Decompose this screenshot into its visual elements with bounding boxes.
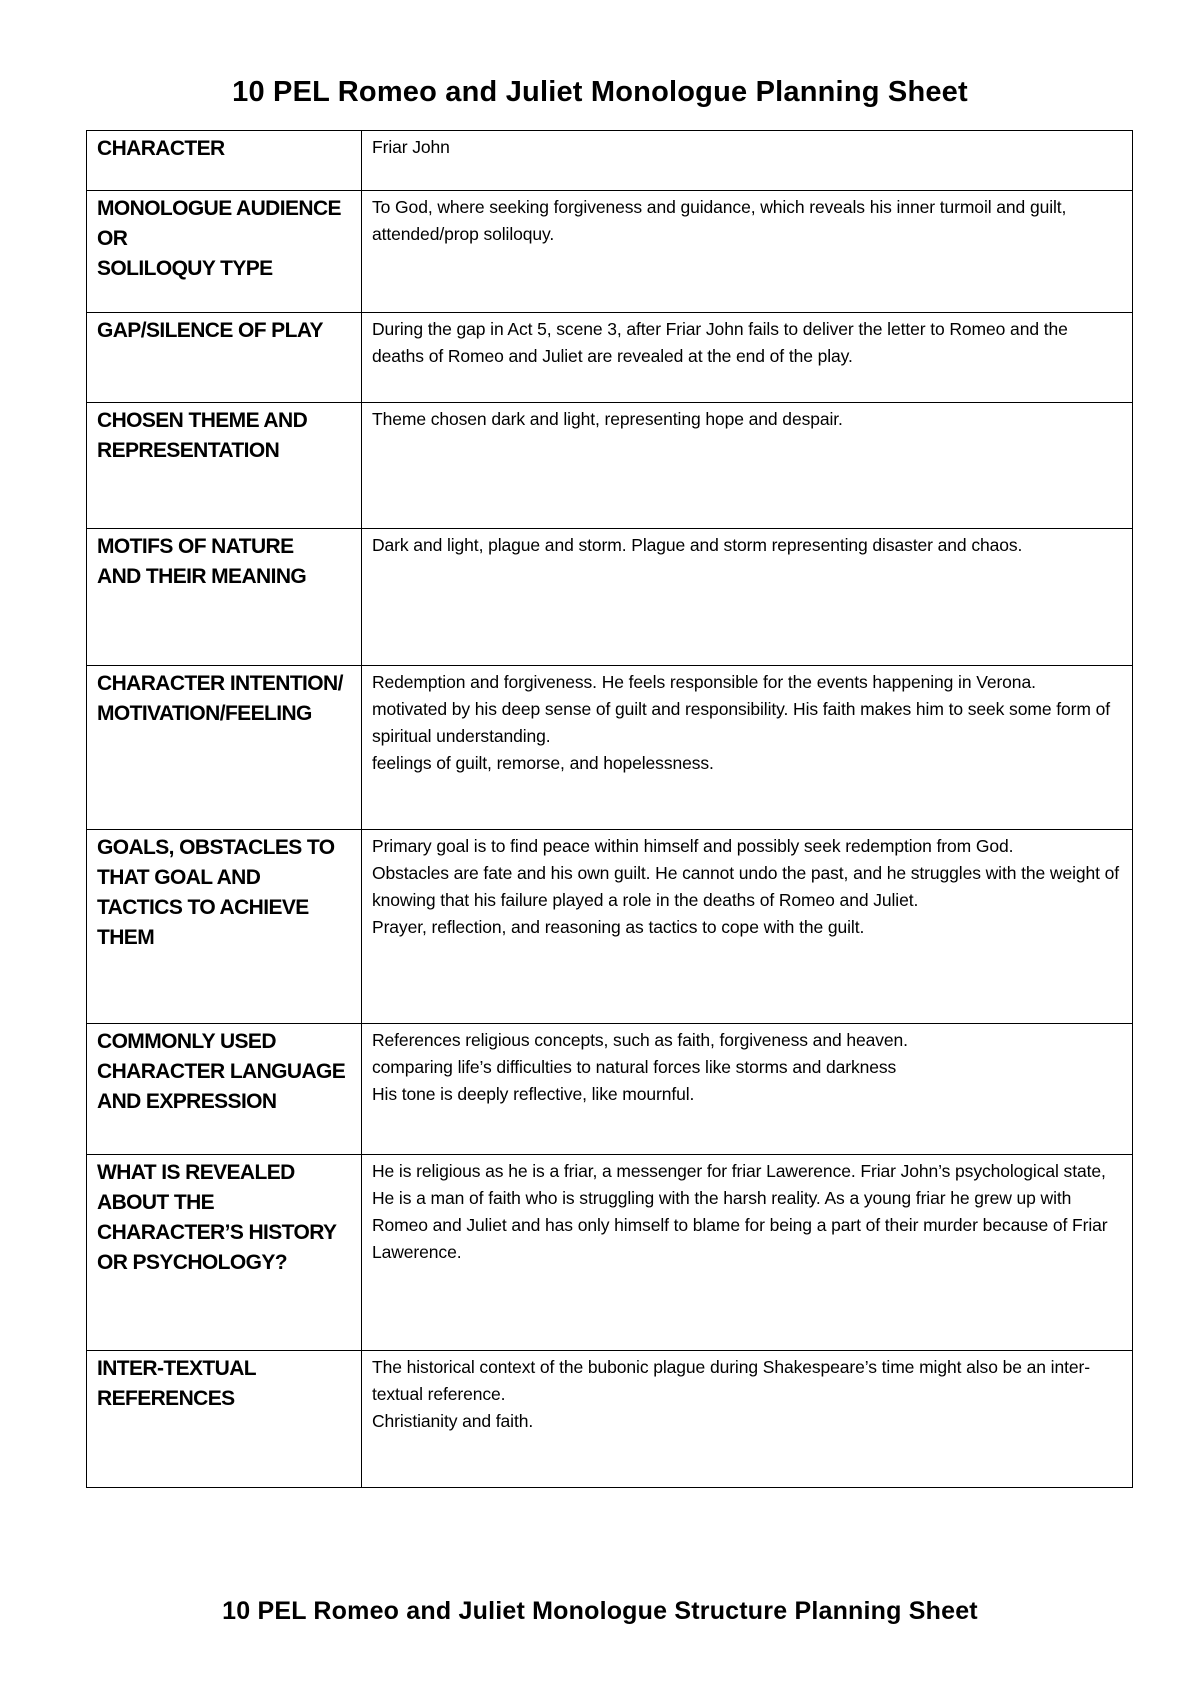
label-line: GOALS, OBSTACLES TO [97, 836, 335, 859]
planning-table [86, 130, 1133, 1488]
row-label [87, 1155, 362, 1351]
row-value [362, 403, 1133, 529]
row-value [362, 191, 1133, 313]
row-value [362, 313, 1133, 403]
value-line: feelings of guilt, remorse, and hopelessness. [372, 753, 714, 773]
table-row-motifs [87, 529, 1133, 666]
value-line: He is religious as he is a friar, a messenger for friar Lawerence. Friar John’s psychological state, He is a man of faith who is struggling with the harsh reality. As a young friar he grew up with Romeo and Juliet and has only himself to blame for being a part of their murder because of Friar Lawerence. [372, 1161, 1108, 1262]
row-value [362, 529, 1133, 666]
label-line: AND THEIR MEANING [97, 565, 307, 588]
label-line: ABOUT THE [97, 1191, 215, 1214]
table-row-language [87, 1024, 1133, 1155]
row-label [87, 403, 362, 529]
label-line: WHAT IS REVEALED [97, 1161, 295, 1184]
label-line: TACTICS TO ACHIEVE [97, 896, 309, 919]
value-line: Redemption and forgiveness. He feels responsible for the events happening in Verona. [372, 672, 1036, 692]
table-row-goals [87, 830, 1133, 1024]
row-label [87, 1351, 362, 1488]
label-line: MOTIVATION/FEELING [97, 702, 312, 725]
label-line: COMMONLY USED [97, 1030, 276, 1053]
table-row-audience [87, 191, 1133, 313]
table-row-gap [87, 313, 1133, 403]
row-label [87, 191, 362, 313]
value-line: Prayer, reflection, and reasoning as tactics to cope with the guilt. [372, 917, 865, 937]
label-line: CHARACTER [97, 137, 225, 160]
label-line: SOLILOQUY TYPE [97, 257, 273, 280]
structure-sheet-title: 10 PEL Romeo and Juliet Monologue Structure Planning Sheet [222, 1597, 978, 1625]
table-row-theme [87, 403, 1133, 529]
label-line: THAT GOAL AND [97, 866, 261, 889]
value-line: Primary goal is to find peace within himself and possibly seek redemption from God. [372, 836, 1014, 856]
row-value [362, 666, 1133, 830]
label-line: THEM [97, 926, 155, 949]
value-line: References religious concepts, such as faith, forgiveness and heaven. [372, 1030, 908, 1050]
row-value [362, 131, 1133, 191]
label-line: REPRESENTATION [97, 439, 280, 462]
label-line: INTER-TEXTUAL [97, 1357, 257, 1380]
row-value [362, 1351, 1133, 1488]
row-label [87, 830, 362, 1024]
value-line: Christianity and faith. [372, 1411, 534, 1431]
value-line: motivated by his deep sense of guilt and responsibility. His faith makes him to seek some form of spiritual understanding. [372, 699, 1110, 746]
row-label [87, 131, 362, 191]
table-row-character [87, 131, 1133, 191]
label-line: AND EXPRESSION [97, 1090, 277, 1113]
row-value [362, 830, 1133, 1024]
label-line: CHARACTER LANGUAGE [97, 1060, 346, 1083]
value-line: During the gap in Act 5, scene 3, after Friar John fails to deliver the letter to Romeo and the deaths of Romeo and Juliet are revealed at the end of the play. [372, 319, 1068, 366]
value-line: Obstacles are fate and his own guilt. He cannot undo the past, and he struggles with the weight of knowing that his failure played a role in the deaths of Romeo and Juliet. [372, 863, 1120, 910]
label-line: CHARACTER INTENTION/ [97, 672, 343, 695]
value-line: Theme chosen dark and light, representing hope and despair. [372, 409, 843, 429]
value-line: comparing life’s difficulties to natural forces like storms and darkness [372, 1057, 897, 1077]
value-line: His tone is deeply reflective, like mournful. [372, 1084, 695, 1104]
row-label [87, 666, 362, 830]
table-row-intention [87, 666, 1133, 830]
label-line: REFERENCES [97, 1387, 235, 1410]
label-line: CHARACTER’S HISTORY [97, 1221, 337, 1244]
row-label [87, 529, 362, 666]
row-label [87, 1024, 362, 1155]
table-row-intertextual [87, 1351, 1133, 1488]
value-line: Dark and light, plague and storm. Plague and storm representing disaster and chaos. [372, 535, 1023, 555]
label-line: MONOLOGUE AUDIENCE [97, 197, 341, 220]
row-label [87, 313, 362, 403]
value-line: The historical context of the bubonic plague during Shakespeare’s time might also be an inter-textual reference. [372, 1357, 1090, 1404]
label-line: GAP/SILENCE OF PLAY [97, 319, 323, 342]
label-line: OR PSYCHOLOGY? [97, 1251, 287, 1274]
row-value [362, 1155, 1133, 1351]
label-line: OR [97, 227, 128, 250]
label-line: MOTIFS OF NATURE [97, 535, 294, 558]
page-title: 10 PEL Romeo and Juliet Monologue Planning Sheet [232, 76, 968, 108]
row-value [362, 1024, 1133, 1155]
label-line: CHOSEN THEME AND [97, 409, 308, 432]
value-line: To God, where seeking forgiveness and guidance, which reveals his inner turmoil and guilt, attended/prop soliloquy. [372, 197, 1067, 244]
table-row-revealed [87, 1155, 1133, 1351]
value-line: Friar John [372, 137, 450, 157]
